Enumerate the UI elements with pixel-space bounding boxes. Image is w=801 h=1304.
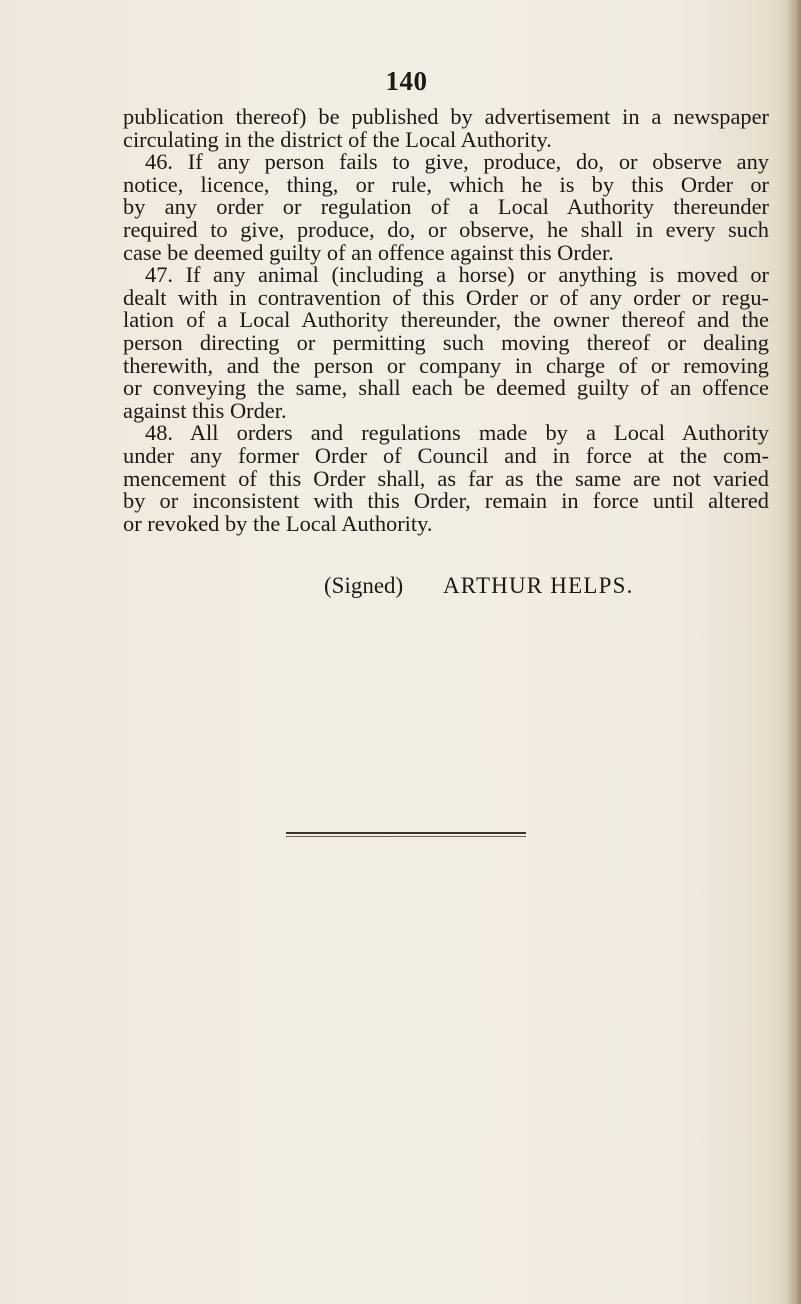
text-line: notice, licence, thing, or rule, which he is by this Order or	[123, 171, 769, 197]
text-line: 48. All orders and regulations made by a Local Authority	[145, 420, 769, 446]
text-line: under any former Order of Council and in force at the com-	[123, 442, 769, 468]
text-line: case be deemed guilty of an offence against this Order.	[123, 239, 614, 265]
body-text	[123, 106, 769, 535]
text-line: or conveying the same, shall each be deemed guilty of an offence	[123, 375, 769, 401]
text-line: mencement of this Order shall, as far as the same are not varied	[123, 465, 769, 491]
signature-label: (Signed)	[324, 573, 404, 598]
text-line: therewith, and the person or company in charge of or removing	[123, 352, 769, 378]
closing-rule	[286, 832, 526, 834]
text-line: or revoked by the Local Authority.	[123, 510, 433, 536]
page-edge-shadow	[787, 0, 801, 1304]
page-number: 140	[385, 66, 428, 96]
text-line: against this Order.	[123, 397, 287, 423]
text-line: by any order or regulation of a Local Authority thereunder	[123, 194, 769, 220]
signature-block	[324, 573, 634, 599]
text-line: circulating in the district of the Local Authority.	[123, 126, 552, 152]
text-line: 47. If any animal (including a horse) or anything is moved or	[145, 262, 769, 288]
text-line: dealt with in contravention of this Order or of any order or regu-	[123, 284, 769, 310]
text-line: lation of a Local Authority thereunder, the owner thereof and the	[123, 307, 769, 333]
text-line: required to give, produce, do, or observe, he shall in every such	[123, 216, 769, 242]
text-line: publication thereof) be published by advertisement in a newspaper	[123, 104, 769, 129]
text-line: by or inconsistent with this Order, remain in force until altered	[123, 488, 769, 514]
closing-rule-thin	[286, 836, 526, 837]
text-line: 46. If any person fails to give, produce, do, or observe any	[145, 149, 769, 175]
signatory-name: ARTHUR HELPS.	[442, 573, 634, 598]
text-line: person directing or permitting such moving thereof or dealing	[123, 329, 769, 355]
